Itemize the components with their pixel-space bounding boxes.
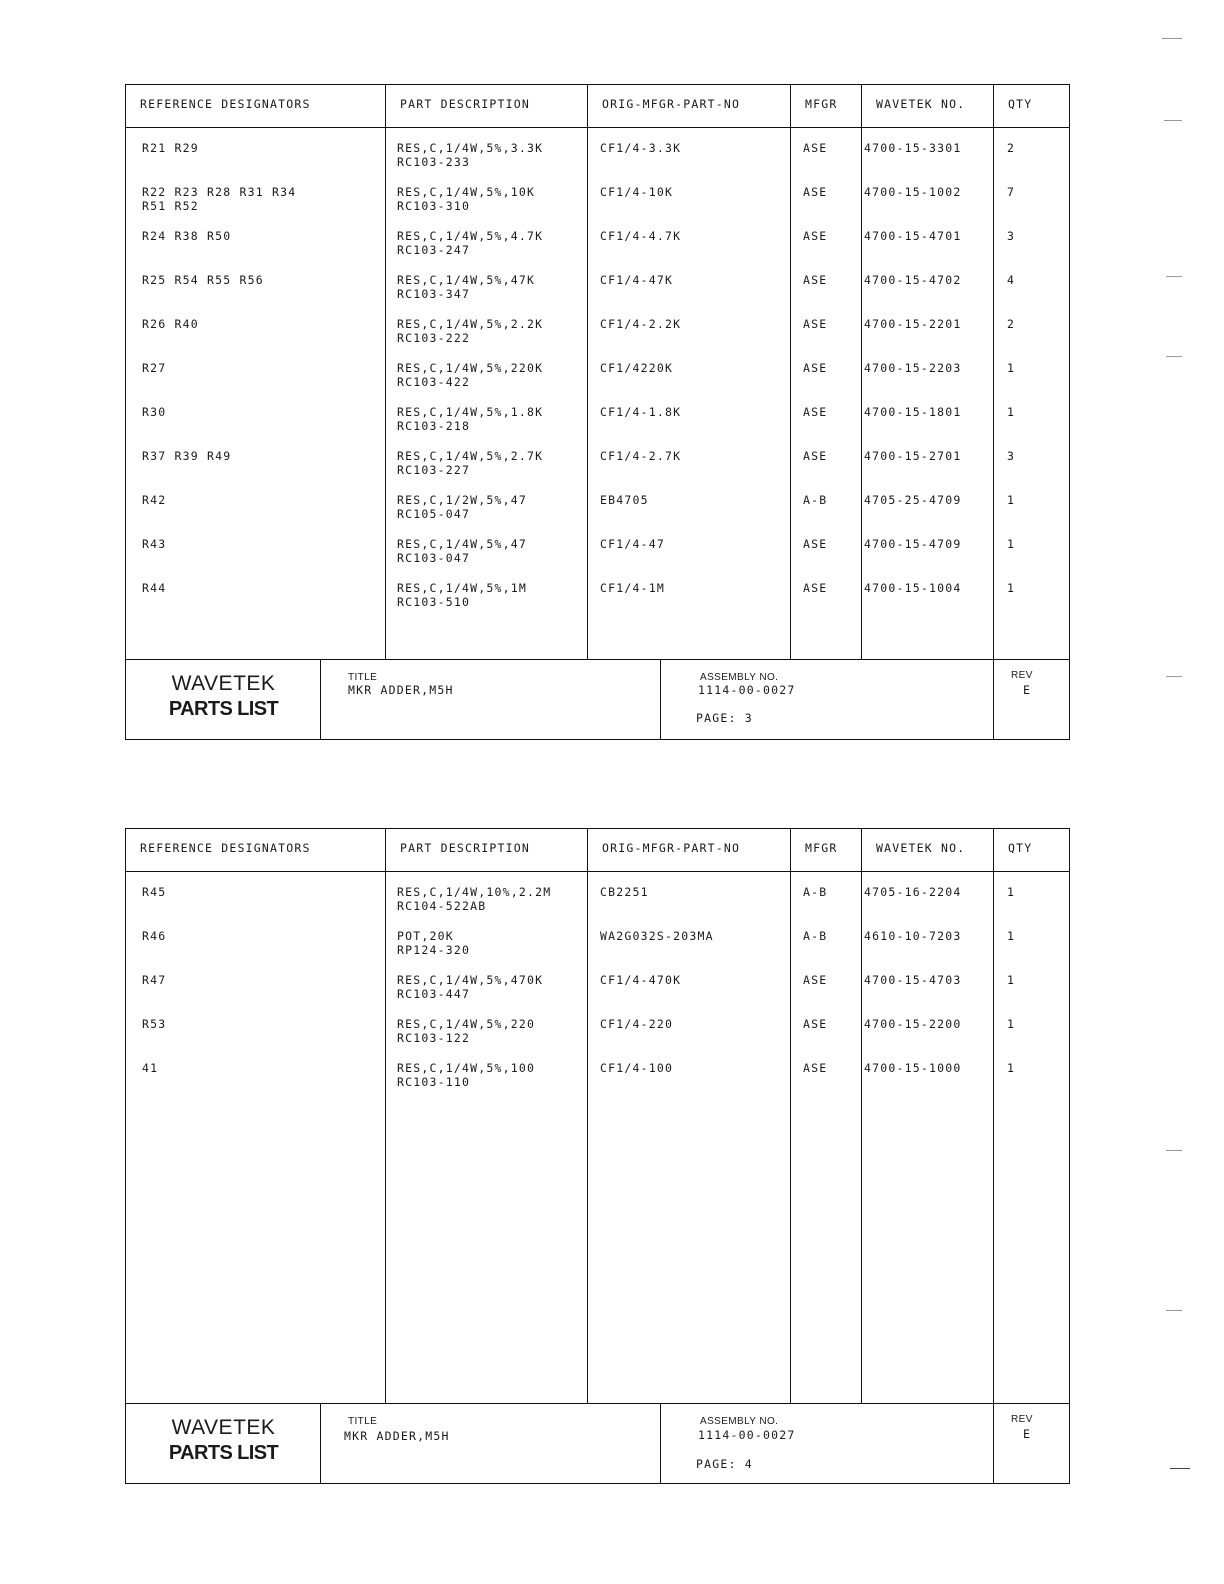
cell-orig: CF1/4-220 [600, 1017, 674, 1031]
cell-desc: RES,C,1/4W,5%,1M RC103-510 [397, 581, 527, 609]
table-row [126, 317, 1069, 361]
cell-qty: 1 [1007, 493, 1016, 507]
cell-wavetek: 4700-15-1002 [864, 185, 962, 199]
cell-wavetek: 4700-15-1000 [864, 1061, 962, 1075]
cell-orig: CF1/4-1.8K [600, 405, 682, 419]
cell-mfgr: A-B [803, 929, 828, 943]
table-row [126, 885, 1069, 929]
cell-orig: CF1/4-2.7K [600, 449, 682, 463]
table-row [126, 185, 1069, 229]
page-number: PAGE: 3 [696, 711, 753, 725]
title-block [126, 659, 1069, 739]
cell-wavetek: 4610-10-7203 [864, 929, 962, 943]
cell-wavetek: 4700-15-3301 [864, 141, 962, 155]
table-row [126, 361, 1069, 405]
cell-wavetek: 4705-16-2204 [864, 885, 962, 899]
cell-qty: 1 [1007, 537, 1016, 551]
cell-ref: R37 R39 R49 [142, 449, 232, 463]
col-header-wavetek-no: WAVETEK NO. [876, 97, 966, 111]
cell-desc: RES,C,1/4W,5%,2.7K RC103-227 [397, 449, 544, 477]
rev-label: REV [1011, 670, 1033, 681]
col-header-reference: REFERENCE DESIGNATORS [140, 841, 311, 855]
cell-mfgr: ASE [803, 317, 828, 331]
cell-ref: 41 [142, 1061, 159, 1075]
title-block [126, 1403, 1069, 1483]
cell-ref: R42 [142, 493, 167, 507]
cell-wavetek: 4700-15-4702 [864, 273, 962, 287]
cell-desc: RES,C,1/2W,5%,47 RC105-047 [397, 493, 527, 521]
cell-qty: 3 [1007, 449, 1016, 463]
parts-rows [126, 871, 1069, 1403]
cell-ref: R45 [142, 885, 167, 899]
assembly-number: 1114-00-0027 [698, 1428, 796, 1442]
cell-mfgr: ASE [803, 405, 828, 419]
cell-ref: R30 [142, 405, 167, 419]
cell-ref: R46 [142, 929, 167, 943]
table-row [126, 493, 1069, 537]
footer-divider [320, 1404, 321, 1483]
cell-orig: WA2G032S-203MA [600, 929, 714, 943]
cell-ref: R43 [142, 537, 167, 551]
cell-qty: 2 [1007, 317, 1016, 331]
cell-mfgr: ASE [803, 141, 828, 155]
cell-ref: R25 R54 R55 R56 [142, 273, 264, 287]
cell-wavetek: 4700-15-1004 [864, 581, 962, 595]
cell-wavetek: 4700-15-4701 [864, 229, 962, 243]
cell-orig: CF1/4-47 [600, 537, 665, 551]
title-value: MKR ADDER,M5H [348, 683, 454, 697]
col-header-reference: REFERENCE DESIGNATORS [140, 97, 311, 111]
cell-mfgr: ASE [803, 537, 828, 551]
cell-mfgr: ASE [803, 449, 828, 463]
cell-qty: 1 [1007, 885, 1016, 899]
title-value: MKR ADDER,M5H [344, 1429, 450, 1443]
cell-qty: 1 [1007, 405, 1016, 419]
scan-artifact [1164, 120, 1182, 121]
parts-list-label: PARTS LIST [168, 698, 279, 720]
footer-divider [993, 1404, 994, 1483]
cell-orig: CB2251 [600, 885, 649, 899]
table-row [126, 537, 1069, 581]
cell-ref: R47 [142, 973, 167, 987]
cell-wavetek: 4700-15-4709 [864, 537, 962, 551]
cell-qty: 1 [1007, 1061, 1016, 1075]
assembly-label: ASSEMBLY NO. [700, 1416, 779, 1427]
rev-value: E [1023, 683, 1032, 697]
cell-wavetek: 4700-15-2200 [864, 1017, 962, 1031]
cell-orig: CF1/4-4.7K [600, 229, 682, 243]
wavetek-logo-block [126, 1404, 321, 1483]
parts-list-sheet-page-3 [125, 84, 1070, 740]
assembly-label: ASSEMBLY NO. [700, 672, 779, 683]
cell-mfgr: A-B [803, 493, 828, 507]
cell-mfgr: ASE [803, 361, 828, 375]
cell-wavetek: 4700-15-2203 [864, 361, 962, 375]
cell-desc: RES,C,1/4W,5%,4.7K RC103-247 [397, 229, 544, 257]
scan-artifact [1166, 276, 1182, 277]
table-row [126, 141, 1069, 185]
cell-qty: 1 [1007, 973, 1016, 987]
col-header-mfgr: MFGR [805, 841, 838, 855]
cell-orig: EB4705 [600, 493, 649, 507]
parts-list-sheet-page-4 [125, 828, 1070, 1484]
col-header-wavetek-no: WAVETEK NO. [876, 841, 966, 855]
rev-value: E [1023, 1427, 1032, 1441]
footer-divider [993, 660, 994, 739]
col-header-orig-part: ORIG-MFGR-PART-NO [602, 841, 741, 855]
cell-orig: CF1/4-10K [600, 185, 674, 199]
cell-mfgr: ASE [803, 1061, 828, 1075]
cell-mfgr: ASE [803, 973, 828, 987]
cell-desc: RES,C,1/4W,5%,1.8K RC103-218 [397, 405, 544, 433]
cell-ref: R53 [142, 1017, 167, 1031]
table-row [126, 449, 1069, 493]
scan-artifact [1170, 1468, 1190, 1469]
parts-list-label: PARTS LIST [168, 1442, 279, 1464]
table-header [126, 829, 1069, 872]
cell-qty: 1 [1007, 361, 1016, 375]
col-header-orig-part: ORIG-MFGR-PART-NO [602, 97, 741, 111]
col-header-description: PART DESCRIPTION [400, 97, 530, 111]
cell-orig: CF1/4-47K [600, 273, 674, 287]
cell-desc: RES,C,1/4W,5%,3.3K RC103-233 [397, 141, 544, 169]
table-row [126, 929, 1069, 973]
wavetek-logo: WAVETEK [171, 1416, 276, 1439]
cell-desc: RES,C,1/4W,5%,220 RC103-122 [397, 1017, 536, 1045]
cell-desc: POT,20K RP124-320 [397, 929, 471, 957]
table-row [126, 229, 1069, 273]
cell-ref: R22 R23 R28 R31 R34 R51 R52 [142, 185, 297, 213]
cell-mfgr: A-B [803, 885, 828, 899]
wavetek-logo: WAVETEK [171, 672, 276, 695]
cell-desc: RES,C,1/4W,5%,470K RC103-447 [397, 973, 544, 1001]
cell-qty: 1 [1007, 1017, 1016, 1031]
wavetek-logo-block [126, 660, 321, 739]
scan-artifact [1166, 1310, 1182, 1311]
cell-qty: 1 [1007, 929, 1016, 943]
table-row [126, 1017, 1069, 1061]
footer-divider [660, 1404, 661, 1483]
scan-artifact [1166, 1150, 1182, 1151]
cell-qty: 4 [1007, 273, 1016, 287]
cell-ref: R24 R38 R50 [142, 229, 232, 243]
cell-mfgr: ASE [803, 185, 828, 199]
cell-orig: CF1/4-3.3K [600, 141, 682, 155]
cell-desc: RES,C,1/4W,5%,10K RC103-310 [397, 185, 536, 213]
cell-mfgr: ASE [803, 273, 828, 287]
table-row [126, 973, 1069, 1017]
cell-wavetek: 4700-15-2201 [864, 317, 962, 331]
cell-wavetek: 4700-15-1801 [864, 405, 962, 419]
table-row [126, 1061, 1069, 1105]
footer-divider [320, 660, 321, 739]
rev-label: REV [1011, 1414, 1033, 1425]
cell-desc: RES,C,1/4W,5%,2.2K RC103-222 [397, 317, 544, 345]
cell-ref: R26 R40 [142, 317, 199, 331]
table-header [126, 85, 1069, 128]
table-row [126, 405, 1069, 449]
cell-desc: RES,C,1/4W,5%,220K RC103-422 [397, 361, 544, 389]
cell-mfgr: ASE [803, 229, 828, 243]
scan-artifact [1166, 676, 1182, 677]
cell-wavetek: 4700-15-2701 [864, 449, 962, 463]
title-label: TITLE [348, 672, 378, 683]
table-row [126, 581, 1069, 625]
col-header-mfgr: MFGR [805, 97, 838, 111]
page-number: PAGE: 4 [696, 1457, 753, 1471]
table-row [126, 273, 1069, 317]
col-header-qty: QTY [1008, 841, 1033, 855]
title-label: TITLE [348, 1416, 378, 1427]
cell-ref: R21 R29 [142, 141, 199, 155]
cell-desc: RES,C,1/4W,5%,47 RC103-047 [397, 537, 527, 565]
cell-orig: CF1/4-470K [600, 973, 682, 987]
cell-ref: R27 [142, 361, 167, 375]
cell-orig: CF1/4-1M [600, 581, 665, 595]
cell-desc: RES,C,1/4W,10%,2.2M RC104-522AB [397, 885, 552, 913]
cell-orig: CF1/4-2.2K [600, 317, 682, 331]
cell-orig: CF1/4-100 [600, 1061, 674, 1075]
footer-divider [660, 660, 661, 739]
cell-qty: 7 [1007, 185, 1016, 199]
cell-mfgr: ASE [803, 1017, 828, 1031]
cell-qty: 2 [1007, 141, 1016, 155]
scan-artifact [1166, 356, 1182, 357]
col-header-qty: QTY [1008, 97, 1033, 111]
cell-wavetek: 4705-25-4709 [864, 493, 962, 507]
cell-wavetek: 4700-15-4703 [864, 973, 962, 987]
scan-artifact [1162, 38, 1182, 39]
parts-rows [126, 127, 1069, 659]
cell-qty: 1 [1007, 581, 1016, 595]
cell-ref: R44 [142, 581, 167, 595]
cell-mfgr: ASE [803, 581, 828, 595]
cell-orig: CF1/4220K [600, 361, 674, 375]
assembly-number: 1114-00-0027 [698, 683, 796, 697]
cell-qty: 3 [1007, 229, 1016, 243]
cell-desc: RES,C,1/4W,5%,47K RC103-347 [397, 273, 536, 301]
cell-desc: RES,C,1/4W,5%,100 RC103-110 [397, 1061, 536, 1089]
col-header-description: PART DESCRIPTION [400, 841, 530, 855]
